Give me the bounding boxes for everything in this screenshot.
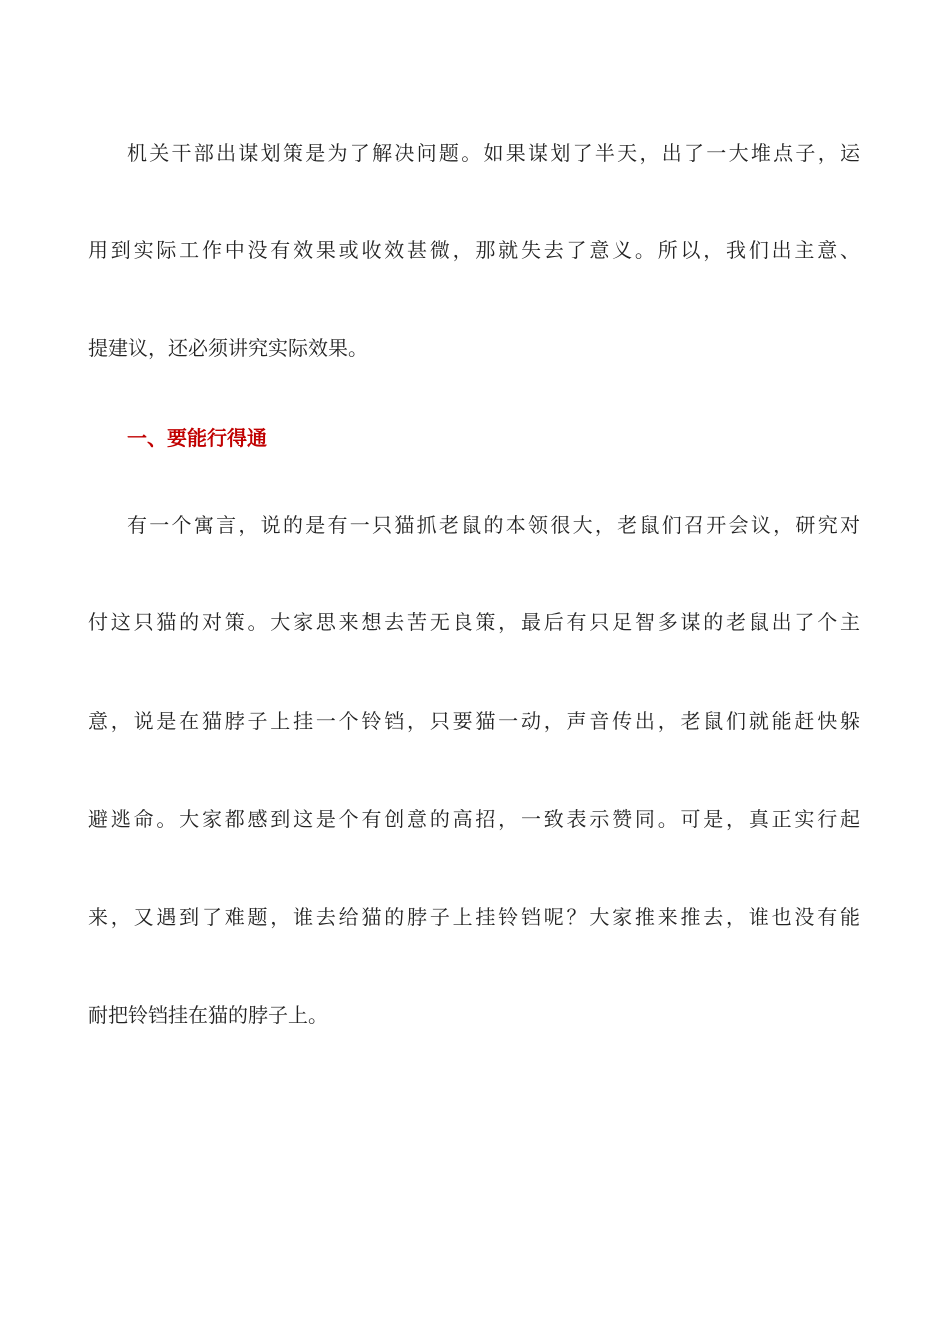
intro-line-3: 提建议，还必须讲究实际效果。	[88, 336, 368, 360]
story-line-5: 来，又遇到了难题，谁去给猫的脖子上挂铃铛呢？大家推来推去，谁也没有能	[88, 905, 860, 929]
section-heading: 一、要能行得通	[127, 426, 267, 450]
story-line-4: 避逃命。大家都感到这是个有创意的高招，一致表示赞同。可是，真正实行起	[88, 807, 860, 831]
intro-line-2: 用到实际工作中没有效果或收效甚微，那就失去了意义。所以，我们出主意、	[88, 238, 860, 262]
story-line-1: 有一个寓言，说的是有一只猫抓老鼠的本领很大，老鼠们召开会议，研究对	[127, 513, 860, 537]
story-line-6: 耐把铃铛挂在猫的脖子上。	[88, 1003, 328, 1027]
story-line-2: 付这只猫的对策。大家思来想去苦无良策，最后有只足智多谋的老鼠出了个主	[88, 610, 860, 634]
intro-line-1: 机关干部出谋划策是为了解决问题。如果谋划了半天，出了一大堆点子，运	[127, 141, 860, 165]
story-line-3: 意，说是在猫脖子上挂一个铃铛，只要猫一动，声音传出，老鼠们就能赶快躲	[88, 709, 860, 733]
